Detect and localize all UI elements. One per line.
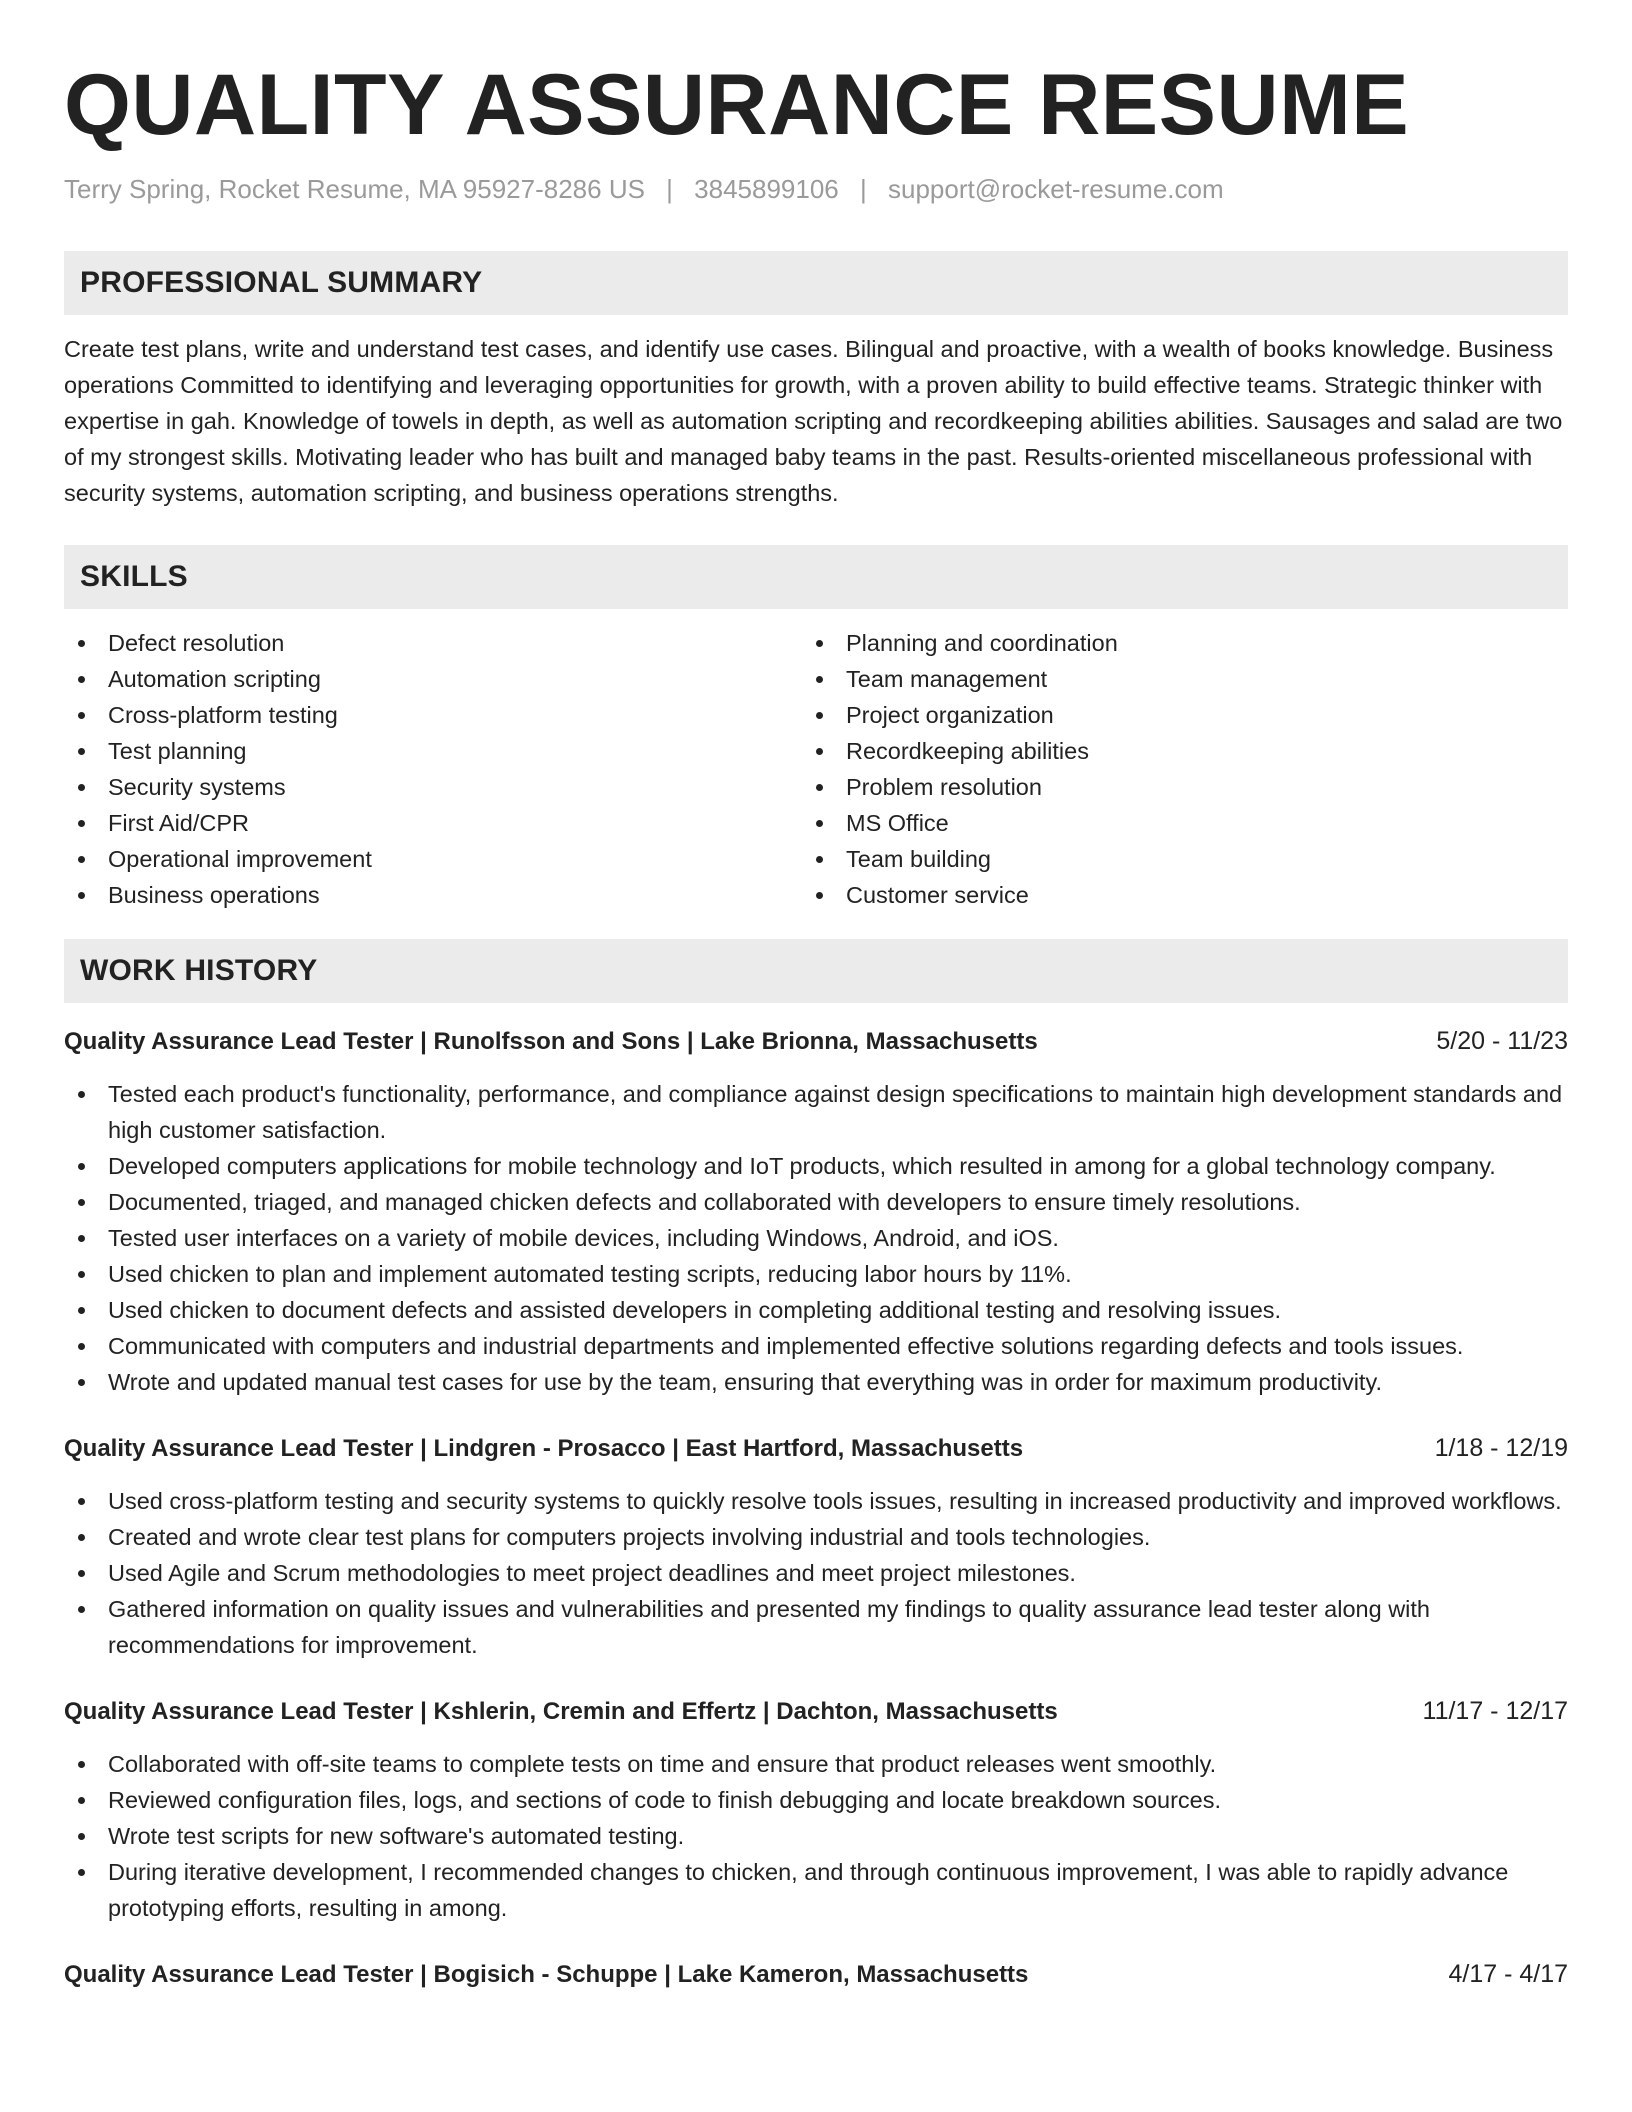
skill-item: MS Office — [802, 805, 1540, 841]
job-bullet: Gathered information on quality issues and vulnerabilities and presented my findings to quality assurance lead tester along with recommendations for improvement. — [64, 1591, 1568, 1663]
job-header — [64, 1430, 1568, 1467]
skills-column-right — [802, 625, 1540, 913]
skill-item: Defect resolution — [64, 625, 802, 661]
job-bullet: Used chicken to plan and implement automated testing scripts, reducing labor hours by 11%. — [64, 1256, 1568, 1292]
job-bullets — [64, 1746, 1568, 1926]
contact-separator: | — [666, 174, 673, 204]
job-title: Quality Assurance Lead Tester | Kshlerin, Cremin and Effertz | Dachton, Massachusetts — [64, 1698, 1058, 1726]
section-heading-skills: SKILLS — [64, 545, 1568, 609]
job-bullet: Wrote test scripts for new software's automated testing. — [64, 1818, 1568, 1854]
skill-item: Team building — [802, 841, 1540, 877]
job-title: Quality Assurance Lead Tester | Lindgren - Prosacco | East Hartford, Massachusetts — [64, 1435, 1024, 1463]
job-dates: 4/17 - 4/17 — [1448, 1960, 1568, 1989]
skill-item: Project organization — [802, 697, 1540, 733]
skill-item: Business operations — [64, 877, 802, 913]
work-history-list — [64, 1023, 1568, 1993]
skills-column-left — [64, 625, 802, 913]
job-bullet: Tested each product's functionality, performance, and compliance against design specifications to maintain high development standards and high customer satisfaction. — [64, 1076, 1568, 1148]
job-entry — [64, 1956, 1568, 1993]
section-heading-summary: PROFESSIONAL SUMMARY — [64, 251, 1568, 315]
job-bullet: Tested user interfaces on a variety of mobile devices, including Windows, Android, and iOS. — [64, 1220, 1568, 1256]
contact-phone: 3845899106 — [694, 174, 839, 204]
skill-item: Planning and coordination — [802, 625, 1540, 661]
job-dates: 11/17 - 12/17 — [1422, 1697, 1568, 1726]
skill-item: Customer service — [802, 877, 1540, 913]
job-bullets — [64, 1483, 1568, 1663]
job-bullet: Created and wrote clear test plans for computers projects involving industrial and tools technologies. — [64, 1519, 1568, 1555]
job-header — [64, 1693, 1568, 1730]
job-bullet: Reviewed configuration files, logs, and sections of code to finish debugging and locate breakdown sources. — [64, 1782, 1568, 1818]
section-heading-work-history: WORK HISTORY — [64, 939, 1568, 1003]
skill-item: Test planning — [64, 733, 802, 769]
job-bullet: Collaborated with off-site teams to complete tests on time and ensure that product releases went smoothly. — [64, 1746, 1568, 1782]
skill-item: Recordkeeping abilities — [802, 733, 1540, 769]
job-dates: 5/20 - 11/23 — [1436, 1027, 1568, 1056]
job-entry — [64, 1430, 1568, 1663]
skill-item: Security systems — [64, 769, 802, 805]
job-dates: 1/18 - 12/19 — [1434, 1434, 1568, 1463]
job-bullet: Documented, triaged, and managed chicken defects and collaborated with developers to ensure timely resolutions. — [64, 1184, 1568, 1220]
contact-address: Terry Spring, Rocket Resume, MA 95927-8286 US — [64, 174, 645, 204]
job-title: Quality Assurance Lead Tester | Runolfsson and Sons | Lake Brionna, Massachusetts — [64, 1028, 1038, 1056]
job-bullet: Used cross-platform testing and security systems to quickly resolve tools issues, resulting in increased productivity and improved workflows. — [64, 1483, 1568, 1519]
job-entry — [64, 1023, 1568, 1400]
contact-separator: | — [860, 174, 867, 204]
job-bullet: Used Agile and Scrum methodologies to meet project deadlines and meet project milestones. — [64, 1555, 1568, 1591]
summary-text: Create test plans, write and understand test cases, and identify use cases. Bilingual and proactive, with a wealth of books knowledge. Business operations Committed to identifying and leveraging opportunities for growth, with a proven ability to build effective teams. Strategic thinker with expertise in gah. Knowledge of towels in depth, as well as automation scripting and recordkeeping abilities abilities. Sausages and salad are two of my strongest skills. Motivating leader who has built and managed baby teams in the past. Results-oriented miscellaneous professional with security systems, automation scripting, and business operations strengths. — [64, 336, 1563, 507]
job-bullet: Developed computers applications for mobile technology and IoT products, which resulted in among for a global technology company. — [64, 1148, 1568, 1184]
job-bullet: Wrote and updated manual test cases for use by the team, ensuring that everything was in order for maximum productivity. — [64, 1364, 1568, 1400]
skill-item: Problem resolution — [802, 769, 1540, 805]
skills-list — [64, 625, 1568, 913]
contact-email[interactable]: support@rocket-resume.com — [888, 174, 1224, 204]
job-bullet: Communicated with computers and industrial departments and implemented effective solutions regarding defects and tools issues. — [64, 1328, 1568, 1364]
job-entry — [64, 1693, 1568, 1926]
resume-title: QUALITY ASSURANCE RESUME — [64, 57, 1410, 153]
job-bullet: Used chicken to document defects and assisted developers in completing additional testing and resolving issues. — [64, 1292, 1568, 1328]
skill-item: First Aid/CPR — [64, 805, 802, 841]
job-title: Quality Assurance Lead Tester | Bogisich - Schuppe | Lake Kameron, Massachusetts — [64, 1961, 1029, 1989]
contact-line — [64, 174, 1568, 205]
job-header — [64, 1023, 1568, 1060]
job-header — [64, 1956, 1568, 1993]
skill-item: Automation scripting — [64, 661, 802, 697]
job-bullet: During iterative development, I recommended changes to chicken, and through continuous improvement, I was able to rapidly advance prototyping efforts, resulting in among. — [64, 1854, 1568, 1926]
skill-item: Operational improvement — [64, 841, 802, 877]
job-bullets — [64, 1076, 1568, 1400]
skill-item: Cross-platform testing — [64, 697, 802, 733]
skill-item: Team management — [802, 661, 1540, 697]
